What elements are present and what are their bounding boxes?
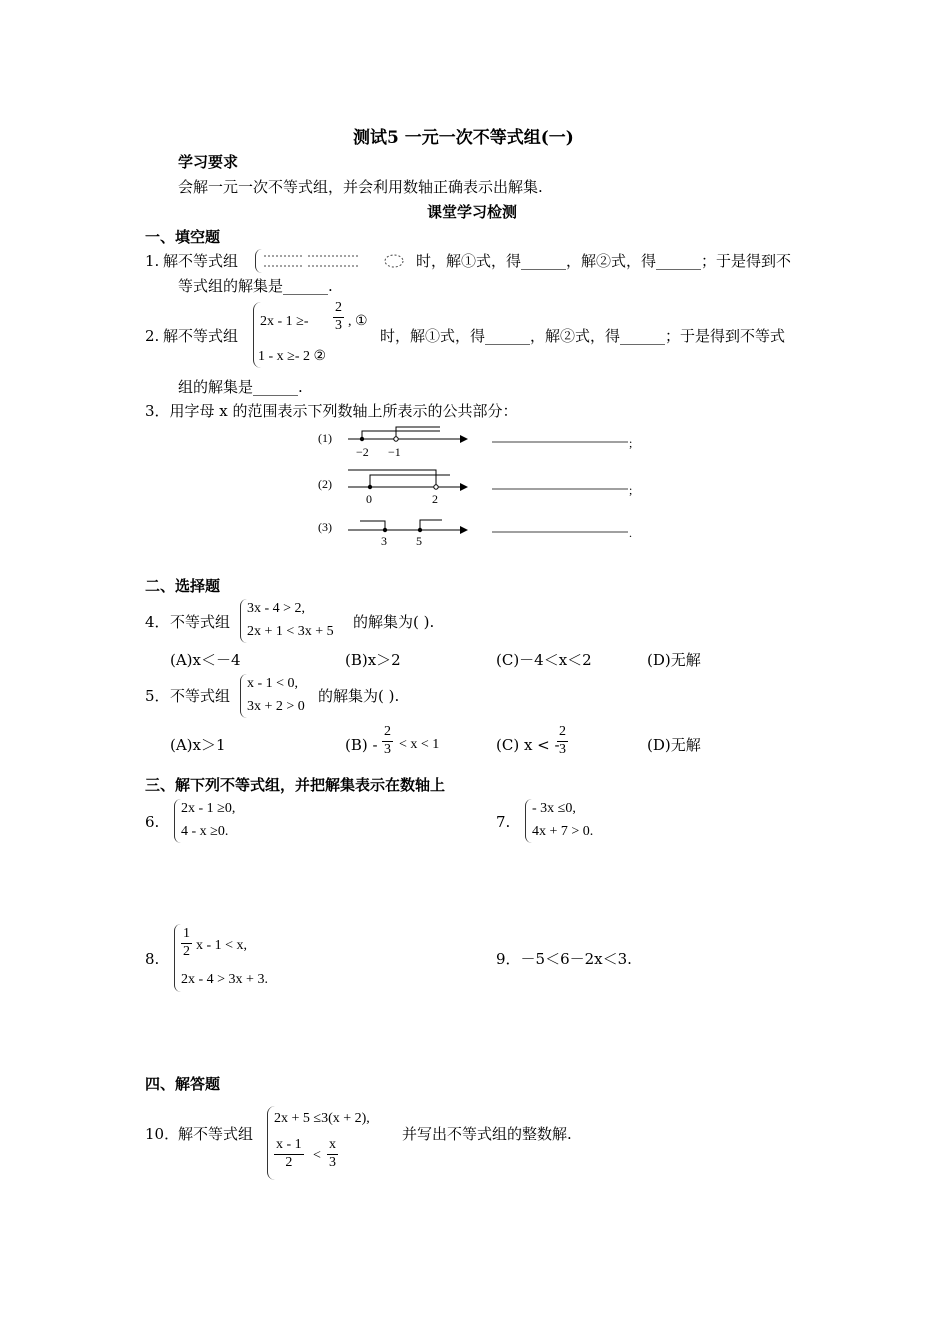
q1-brace xyxy=(255,249,262,273)
q5-tail: 的解集为( ). xyxy=(318,687,400,705)
q5-lead: 不等式组 xyxy=(170,687,231,705)
fig2-ray-right xyxy=(370,475,450,485)
q5-ineq1: x - 1 < 0, xyxy=(247,676,299,691)
q10-less-than: < xyxy=(313,1148,321,1163)
q9-text: 9．－5＜6－2x＜3. xyxy=(496,950,632,968)
q6-ineq2: 4 - x ≥0. xyxy=(181,824,229,839)
fig2-arrow xyxy=(460,483,468,491)
q10-number: 10． xyxy=(145,1125,180,1143)
fig1-punct: ; xyxy=(629,436,633,450)
fig1-arrow xyxy=(460,435,468,443)
q4-number: 4． xyxy=(145,613,170,631)
requirement-text: 会解一元一次不等式组，并会利用数轴正确表示出解集. xyxy=(178,178,543,196)
q4-ineq1: 3x - 4 > 2, xyxy=(247,601,306,616)
q2-fraction xyxy=(333,300,344,335)
q5-number: 5． xyxy=(145,687,170,705)
q4-option-a: (A)x＜－4 xyxy=(170,651,241,669)
q10-lead: 解不等式组 xyxy=(178,1125,254,1143)
q5-option-b-den: 3 xyxy=(384,741,391,757)
q8-brace xyxy=(174,924,181,992)
fig1-tick-neg2: −2 xyxy=(356,445,369,459)
q1-illegible-system xyxy=(262,250,412,272)
fig3-punct: . xyxy=(629,526,632,540)
q2-ineq1-right: , ① xyxy=(348,314,368,329)
q5-option-b-suffix: < x < 1 xyxy=(399,737,440,752)
fig2-point-0 xyxy=(368,485,372,489)
fig1-ray-right xyxy=(362,431,440,439)
q4-tail: 的解集为( ). xyxy=(353,613,435,631)
q2-frac-den: 3 xyxy=(335,317,342,333)
fig3-tick-5: 5 xyxy=(416,534,422,548)
q5-option-b-fraction xyxy=(382,724,393,759)
q8-fraction xyxy=(181,926,192,961)
fig1-point-neg1 xyxy=(394,437,398,441)
section-multiple-choice: 二、选择题 xyxy=(145,577,221,595)
q2-ineq1-left: 2x - 1 ≥- xyxy=(260,314,309,329)
q2-tail: 时，解①式，得______，解②式，得______；于是得到不等式 xyxy=(380,327,786,345)
fig1-tick-neg1: −1 xyxy=(388,445,401,459)
q5-option-c-den: 3 xyxy=(559,741,566,757)
q8-ineq1: x - 1 < x, xyxy=(196,938,248,953)
fig1-ray-right-2 xyxy=(396,427,440,437)
fig3-ray-right xyxy=(420,520,442,528)
q6-number: 6. xyxy=(145,813,160,831)
q7-number: 7. xyxy=(496,813,511,831)
q2-lead: 解不等式组 xyxy=(163,327,239,345)
q8-number: 8. xyxy=(145,950,160,968)
q5-option-b-num: 2 xyxy=(382,724,393,742)
classroom-heading: 课堂学习检测 xyxy=(427,203,518,221)
fig3-tick-3: 3 xyxy=(381,534,387,548)
q10-frac2-num: x xyxy=(327,1137,338,1155)
q2-line2: 组的解集是______. xyxy=(178,378,303,396)
q7-ineq1: - 3x ≤0, xyxy=(532,801,576,816)
q10-fraction-right xyxy=(327,1137,338,1172)
q2-ineq2: 1 - x ≥- 2 ② xyxy=(258,349,327,364)
q5-brace xyxy=(240,674,247,718)
q3-number-line-figures xyxy=(310,422,640,552)
fig2-label: (2) xyxy=(318,477,332,491)
q8-ineq2: 2x - 4 > 3x + 3. xyxy=(181,972,268,987)
q5-ineq2: 3x + 2 > 0 xyxy=(247,699,305,714)
fig2-tick-2: 2 xyxy=(432,492,438,506)
q5-option-d: (D)无解 xyxy=(647,736,701,754)
q10-tail: 并写出不等式组的整数解. xyxy=(402,1125,572,1143)
fig1-label: (1) xyxy=(318,431,332,445)
section-fill-blank: 一、填空题 xyxy=(145,228,221,246)
q4-ineq2: 2x + 1 < 3x + 5 xyxy=(247,624,334,639)
q10-frac2-den: 3 xyxy=(329,1154,336,1170)
fig2-point-2 xyxy=(434,485,438,489)
page-title: 测试5 一元一次不等式组(一) xyxy=(353,128,574,148)
q10-frac1-den: 2 xyxy=(285,1154,293,1170)
q8-frac-den: 2 xyxy=(183,943,190,959)
q5-option-c-fraction xyxy=(557,724,568,759)
q2-frac-num: 2 xyxy=(333,300,344,318)
section-solve-systems: 三、解下列不等式组，并把解集表示在数轴上 xyxy=(145,776,446,794)
q5-option-c-prefix: (C) x < - xyxy=(496,736,560,754)
q10-frac1-num: x - 1 xyxy=(274,1137,304,1155)
q5-option-b-prefix: (B) - xyxy=(345,736,378,754)
q3-text: 3．用字母 x 的范围表示下列数轴上所表示的公共部分： xyxy=(145,402,518,420)
q4-option-b: (B)x＞2 xyxy=(345,651,401,669)
fig3-point-3 xyxy=(383,528,387,532)
requirement-heading: 学习要求 xyxy=(178,153,239,171)
q4-brace xyxy=(240,599,247,643)
q10-ineq1: 2x + 5 ≤3(x + 2), xyxy=(274,1111,370,1126)
fig3-ray-left xyxy=(360,521,385,528)
fig2-tick-0: 0 xyxy=(366,492,372,506)
q4-option-c: (C)－4＜x＜2 xyxy=(496,651,592,669)
q1-line2: 等式组的解集是______. xyxy=(178,277,333,295)
q5-option-a: (A)x＞1 xyxy=(170,736,226,754)
fig2-punct: ; xyxy=(629,483,633,497)
q1-tail: 时，解①式，得______，解②式，得______；于是得到不 xyxy=(416,252,792,270)
q4-lead: 不等式组 xyxy=(170,613,231,631)
q7-ineq2: 4x + 7 > 0. xyxy=(532,824,594,839)
fig3-point-5 xyxy=(418,528,422,532)
fig3-arrow xyxy=(460,526,468,534)
section-answer: 四、解答题 xyxy=(145,1075,221,1093)
q7-brace xyxy=(525,799,532,843)
q2-number: 2. xyxy=(145,327,160,345)
fig3-label: (3) xyxy=(318,520,332,534)
q10-fraction-left xyxy=(274,1137,304,1172)
q6-brace xyxy=(174,799,181,843)
fig2-ray-left xyxy=(348,470,436,485)
q4-option-d: (D)无解 xyxy=(647,651,701,669)
q6-ineq1: 2x - 1 ≥0, xyxy=(181,801,236,816)
q1-lead: 解不等式组 xyxy=(163,252,239,270)
q1-number: 1. xyxy=(145,252,160,270)
q5-option-c-num: 2 xyxy=(557,724,568,742)
q8-frac-num: 1 xyxy=(181,926,192,944)
